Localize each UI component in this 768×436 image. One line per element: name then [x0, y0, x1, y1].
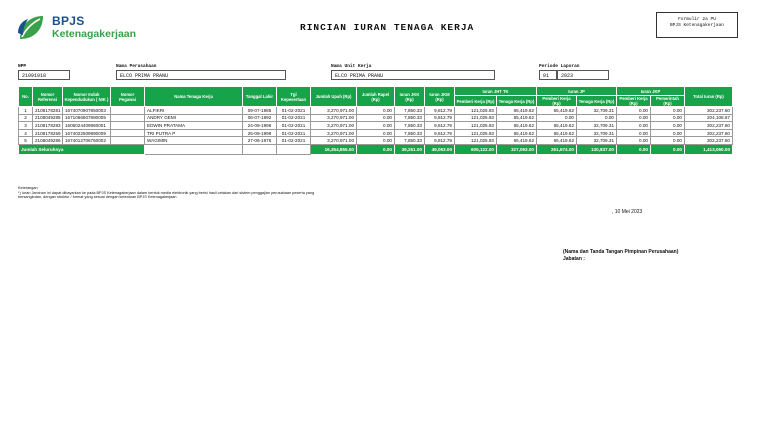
cell-ref: 2108178281: [33, 107, 63, 115]
col-ref: Nomor Referensi: [33, 87, 63, 107]
bpjs-leaf-icon: [16, 13, 46, 43]
col-no: No.: [19, 87, 33, 107]
npp-label: NPP: [18, 64, 27, 69]
total-jkk: 39,251.00: [395, 144, 425, 154]
cell-nik: 1671066607890005: [63, 114, 111, 122]
cell-jht-tk: 65,419.62: [497, 107, 537, 115]
cell-jht-pk: 121,025.93: [455, 114, 497, 122]
total-jkp-pk: 0.00: [617, 144, 651, 154]
company-label: Nama Perusahaan: [116, 64, 157, 69]
signature-block: [563, 249, 678, 263]
col-jht-pemberi: Pemberi Kerja (Rp): [455, 96, 497, 107]
table-row: [19, 137, 733, 145]
cell-nik: 1674012706760002: [63, 137, 111, 145]
cell-ref: 2108178259: [33, 129, 63, 137]
cell-jht-pk: 121,025.93: [455, 137, 497, 145]
cell-lahir: 09-07-1985: [243, 107, 277, 115]
cell-jp-tk: 32,709.31: [577, 122, 617, 130]
cell-jp-tk: 32,709.31: [577, 137, 617, 145]
cell-jp-pk: 65,419.62: [537, 122, 577, 130]
npp-field: 21091918: [18, 70, 70, 80]
total-label: Jumlah Seluruhnya: [19, 144, 145, 154]
col-upah: Jumlah Upah (Rp): [311, 87, 357, 107]
cell-upah: 3,270,971.00: [311, 137, 357, 145]
signature-position: Jabatan :: [563, 256, 585, 262]
cell-jkp-pk: 0.00: [617, 129, 651, 137]
bpjs-logo: [16, 12, 150, 44]
col-rapel: Jumlah Rapel (Rp): [357, 87, 395, 107]
total-jkm: 49,063.00: [425, 144, 455, 154]
cell-total: 302,237.60: [685, 129, 733, 137]
cell-jp-tk: 0.00: [577, 114, 617, 122]
col-jp-tk: Tenaga Kerja (Rp): [577, 96, 617, 107]
table-row: [19, 129, 733, 137]
contribution-table: [18, 86, 733, 155]
total-jp-tk: 130,837.00: [577, 144, 617, 154]
cell-jp-pk: 65,419.62: [537, 129, 577, 137]
cell-jht-pk: 121,025.93: [455, 122, 497, 130]
col-total: Total Iuran (Rp): [685, 87, 733, 107]
cell-no: 1: [19, 107, 33, 115]
cell-jkp-pk: 0.00: [617, 122, 651, 130]
total-blank-cell: [277, 144, 311, 154]
cell-upah: 3,270,971.00: [311, 122, 357, 130]
cell-tgl: 01-02-2021: [277, 137, 311, 145]
company-field: ELCO PRIMA PRANU: [116, 70, 286, 80]
cell-tgl: 01-02-2021: [277, 107, 311, 115]
cell-no: 3: [19, 122, 33, 130]
logo-text-bpjs: BPJS: [52, 14, 85, 28]
total-jkp-pem: 0.00: [651, 144, 685, 154]
cell-pegawai: [111, 129, 145, 137]
cell-rapel: 0.00: [357, 137, 395, 145]
cell-rapel: 0.00: [357, 122, 395, 130]
cell-jkp-pem: 0.00: [651, 137, 685, 145]
cell-ref: 2108049286: [33, 137, 63, 145]
cell-ref: 2108049285: [33, 114, 63, 122]
cell-pegawai: [111, 107, 145, 115]
total-jp-pk: 261,674.00: [537, 144, 577, 154]
cell-jht-pk: 121,025.93: [455, 107, 497, 115]
col-group-jp: Iuran JP: [537, 87, 617, 96]
period-year-field: 2023: [557, 70, 609, 80]
cell-rapel: 0.00: [357, 114, 395, 122]
cell-total: 204,108.67: [685, 114, 733, 122]
cell-jkp-pk: 0.00: [617, 107, 651, 115]
cell-jht-tk: 65,419.62: [497, 122, 537, 130]
col-pegawai: Nomor Pegawai: [111, 87, 145, 107]
total-upah: 16,354,855.00: [311, 144, 357, 154]
cell-nama: TRI PUTRA P: [145, 129, 243, 137]
cell-no: 4: [19, 129, 33, 137]
cell-nik: 1606024409960001: [63, 122, 111, 130]
unit-field: ELCO PRIMA PRANU: [331, 70, 495, 80]
cell-jkp-pem: 0.00: [651, 114, 685, 122]
col-nik: Nomor Induk Kependudukan ( NIK ): [63, 87, 111, 107]
total-rapel: 0.00: [357, 144, 395, 154]
unit-label: Nama Unit Kerja: [331, 64, 372, 69]
period-month-field: 01: [539, 70, 557, 80]
col-jkp-pemberi: Pemberi Kerja (Rp): [617, 96, 651, 107]
cell-nik: 1674070907850003: [63, 107, 111, 115]
cell-rapel: 0.00: [357, 107, 395, 115]
cell-jp-pk: 65,419.62: [537, 107, 577, 115]
col-jkk: Iuran JKK (Rp): [395, 87, 425, 107]
form-code-box: [656, 12, 738, 38]
total-jht-tk: 327,093.00: [497, 144, 537, 154]
cell-jht-tk: 65,419.62: [497, 137, 537, 145]
total-blank-cell: [145, 144, 243, 154]
cell-jkm: 9,812.79: [425, 114, 455, 122]
cell-lahir: 06-07-1992: [243, 114, 277, 122]
cell-jkk: 7,850.33: [395, 107, 425, 115]
form-code-line1: Formulir 2a PU: [678, 17, 716, 22]
total-total: 1,413,060.00: [685, 144, 733, 154]
total-jht-pk: 605,122.00: [455, 144, 497, 154]
cell-pegawai: [111, 114, 145, 122]
note-heading: Keterangan: [18, 186, 38, 190]
col-tgl-kepesertaan: Tgl Kepesertaan: [277, 87, 311, 107]
cell-jkk: 7,850.33: [395, 122, 425, 130]
period-label: Periode Laporan: [539, 64, 580, 69]
cell-jkm: 9,812.79: [425, 122, 455, 130]
col-jp-pemberi: Pemberi Kerja (Rp): [537, 96, 577, 107]
col-group-jht: Iuran JHT TK: [455, 87, 537, 96]
cell-nama: ALFIKRI: [145, 107, 243, 115]
col-nama: Nama Tenaga Kerja: [145, 87, 243, 107]
cell-jht-tk: 65,419.62: [497, 129, 537, 137]
date-line: , 10 Mei 2023: [612, 209, 643, 215]
cell-jkm: 9,812.79: [425, 107, 455, 115]
cell-jht-tk: 65,419.62: [497, 114, 537, 122]
logo-text-ketenagakerjaan: Ketenagakerjaan: [52, 28, 137, 40]
col-group-jkp: Iuran JKP: [617, 87, 685, 96]
cell-jkp-pem: 0.00: [651, 107, 685, 115]
cell-upah: 3,270,971.00: [311, 129, 357, 137]
cell-nik: 1674022509990009: [63, 129, 111, 137]
note-section: [18, 186, 318, 200]
total-blank-cell: [243, 144, 277, 154]
form-code-line2: BPJS Ketenagakerjaan: [669, 23, 724, 28]
cell-tgl: 01-02-2021: [277, 114, 311, 122]
col-jkm: Iuran JKM (Rp): [425, 87, 455, 107]
cell-total: 302,237.60: [685, 107, 733, 115]
cell-pegawai: [111, 137, 145, 145]
cell-jkp-pk: 0.00: [617, 137, 651, 145]
table-row: [19, 122, 733, 130]
cell-jp-pk: 0.00: [537, 114, 577, 122]
cell-no: 2: [19, 114, 33, 122]
cell-upah: 3,270,971.00: [311, 107, 357, 115]
cell-lahir: 25-09-1999: [243, 129, 277, 137]
col-jkp-pemerintah: Pemerintah (Rp): [651, 96, 685, 107]
cell-jkk: 7,850.33: [395, 137, 425, 145]
cell-ref: 2108178283: [33, 122, 63, 130]
cell-pegawai: [111, 122, 145, 130]
cell-upah: 3,270,971.00: [311, 114, 357, 122]
cell-nama: ANDRY GEMI: [145, 114, 243, 122]
total-row: [19, 144, 733, 154]
cell-jp-tk: 32,709.31: [577, 129, 617, 137]
cell-total: 302,237.60: [685, 122, 733, 130]
cell-tgl: 01-02-2021: [277, 129, 311, 137]
cell-rapel: 0.00: [357, 129, 395, 137]
cell-jht-pk: 121,025.93: [455, 129, 497, 137]
cell-jp-tk: 32,709.31: [577, 107, 617, 115]
col-jht-tk: Tenaga Kerja (Rp): [497, 96, 537, 107]
signature-caption: (Nama dan Tanda Tangan Pimpinan Perusahaan): [563, 249, 679, 255]
table-row: [19, 107, 733, 115]
cell-jkm: 9,812.79: [425, 137, 455, 145]
cell-jkk: 7,850.33: [395, 114, 425, 122]
note-text: *) Iuran Jaminan ini dapat dibayarkan ke pada BPJS Ketenagakerjaan dalam bentuk media elektronik yang berisi hasil cetakan dari sistem penggajian perusahaan peserta yang bersangkutan, dengan struktur / format yang sesuai dengan ketentuan BPJS Ketenagakerjaan: [18, 190, 315, 200]
cell-nama: WAGIMIN: [145, 137, 243, 145]
cell-jkk: 7,850.33: [395, 129, 425, 137]
cell-jkp-pem: 0.00: [651, 129, 685, 137]
cell-lahir: 24-09-1996: [243, 122, 277, 130]
cell-lahir: 27-06-1976: [243, 137, 277, 145]
col-lahir: Tanggal Lahir: [243, 87, 277, 107]
cell-jkp-pk: 0.00: [617, 114, 651, 122]
cell-jp-pk: 65,419.62: [537, 137, 577, 145]
cell-no: 5: [19, 137, 33, 145]
cell-total: 302,237.60: [685, 137, 733, 145]
cell-tgl: 01-02-2021: [277, 122, 311, 130]
cell-jkm: 9,812.79: [425, 129, 455, 137]
cell-jkp-pem: 0.00: [651, 122, 685, 130]
cell-nama: EDWIN PRATAMA: [145, 122, 243, 130]
document-title: RINCIAN IURAN TENAGA KERJA: [300, 22, 475, 33]
table-row: [19, 114, 733, 122]
